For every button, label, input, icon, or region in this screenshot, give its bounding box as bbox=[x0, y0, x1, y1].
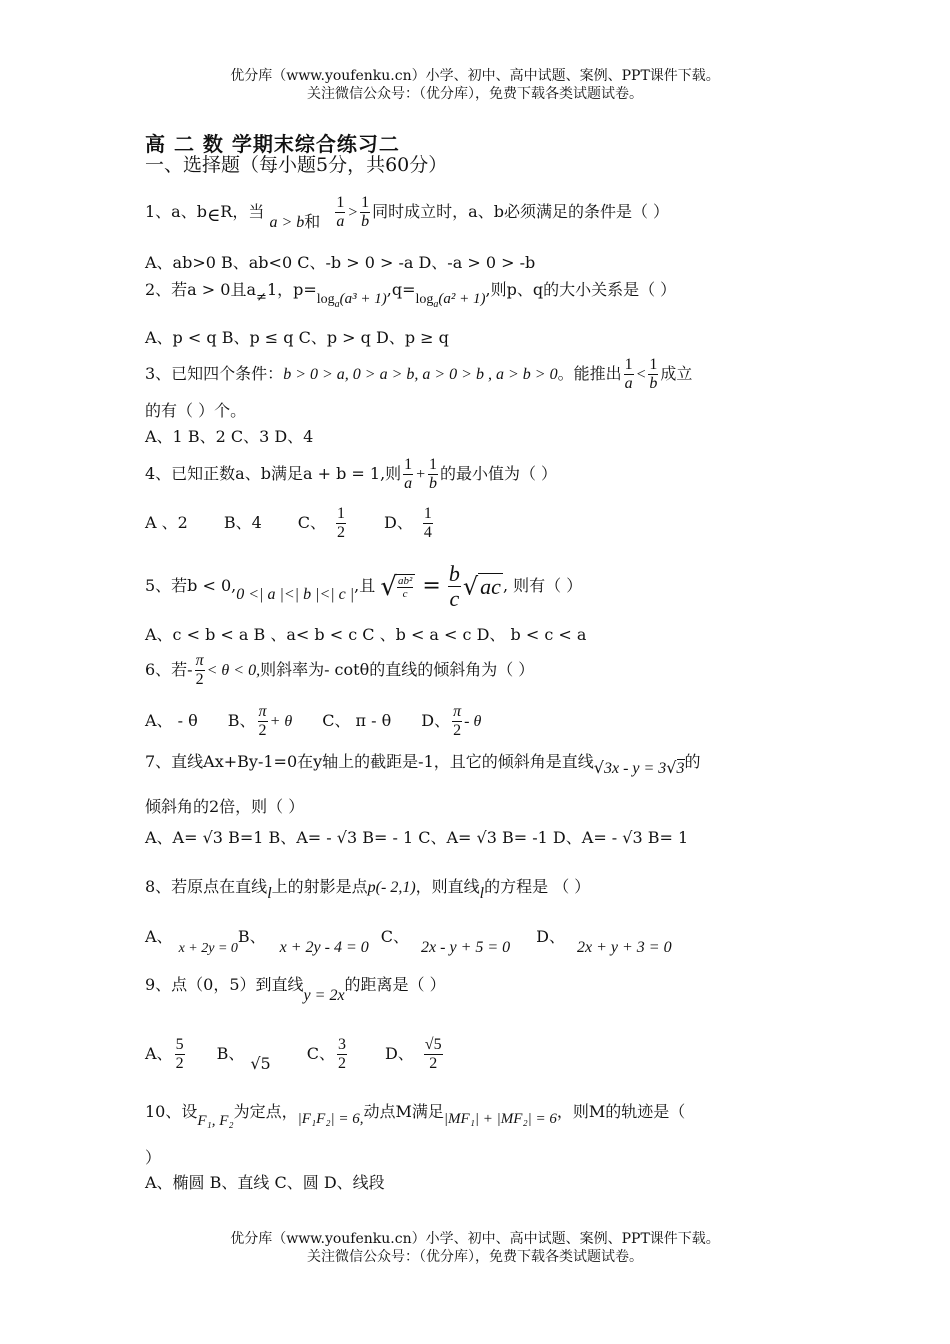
q5-options: A、c < b < a B 、a< b < c C 、b < a < c D、 b < c < a bbox=[145, 625, 587, 644]
q7-stem: 7、直线Ax+By-1=0在y轴上的截距是-1，且它的倾斜角是直线√3x - y = 3√3的 bbox=[145, 752, 701, 777]
header-line-2: 关注微信公众号：（优分库），免费下载各类试题试卷。 bbox=[307, 86, 643, 102]
q6-stem: 6、若- $\frac{\pi}{2}$ < θ < 0,则斜率为- cotθ的直线的倾斜角为（ ） bbox=[145, 652, 535, 688]
footer-line-2: 关注微信公众号：（优分库），免费下载各类试题试卷。 bbox=[307, 1249, 643, 1265]
header-line-1: 优分库（www.youfenku.cn）小学、初中、高中试题、案例、PPT课件下载。 bbox=[230, 68, 720, 84]
section-heading: 一、选择题（每小题5分，共60分） bbox=[145, 154, 448, 176]
page-title: 高 二 数 学期末综合练习二 bbox=[145, 132, 400, 156]
q8-options: A、x + 2y = 0B、x + 2y - 4 = 0C、2x - y + 5 = 0D、2x + y + 3 = 0 bbox=[145, 927, 672, 956]
q2-stem: 2、若a > 0且$a_\ne 1$，$p=\log_a(a^3 + 1),q=\log_a(a^2 + 1)$,则p、q的大小关系是（ ） bbox=[145, 280, 677, 310]
q1-options: A、ab>0 B、ab<0 C、-b > 0 > -a D、-a > 0 > -b bbox=[145, 253, 536, 272]
q3-stem-cont: 的有（ ）个。 bbox=[145, 401, 247, 420]
q7-options: A、A= √3 B=1 B、A= - √3 B= - 1 C、A= √3 B= -1 D、A= - √3 B= 1 bbox=[145, 828, 689, 847]
q10-options: A、椭圆 B、直线 C、圆 D、线段 bbox=[145, 1173, 385, 1192]
q9-stem: 9、点（0，5）到直线y = 2x的距离是（ ） bbox=[145, 975, 446, 1004]
q1-cond: a > b bbox=[269, 214, 305, 231]
q7-stem-cont: 倾斜角的2倍，则（ ） bbox=[145, 797, 305, 816]
q4-stem: 4、已知正数a、b满足a + b = 1,则 $\frac{1}{a}$ + $\frac{1}{b}$ 的最小值为（ ） bbox=[145, 456, 558, 492]
q3-options: A、1 B、2 C、3 D、4 bbox=[145, 427, 314, 446]
q4-options: A 、2 B、4 C、 $\frac{1}{2}$ D、 $\frac{1}{4}$ bbox=[145, 505, 432, 541]
q6-options: A、 - θ B、 $\frac{\pi}{2}$ + θ C、 π - θ D、 $\frac{\pi}{2}$ - θ bbox=[145, 703, 482, 739]
q2-options: A、p < q B、p ≤ q C、p > q D、p ≥ q bbox=[145, 328, 449, 347]
q1-stem: 1、a、b∈R，当 a > b和 $\frac{1}{a}$ > $\frac{1}{b}$ 同时成立时，a、b必须满足的条件是（ ） bbox=[145, 194, 670, 231]
q10-stem-cont: ） bbox=[145, 1148, 162, 1167]
q9-options: A、 $\frac{5}{2}$ B、√5C、 $\frac{3}{2}$ D、 $\frac{√5}{2}$ bbox=[145, 1036, 442, 1073]
q3-stem: 3、已知四个条件：b > 0 > a, 0 > a > b, a > 0 > b , a > b > 0。能推出 $\frac{1}{a}$ < $\frac{1}{b}$ 成立 bbox=[145, 356, 693, 392]
q5-stem: 5、若b < 0,0 <| a |<| b |<| c |,且 √ $\frac{\text{ab²}}{c}$ = $\frac{b}{c}$ √ac , 则有（ ） bbox=[145, 561, 583, 611]
footer-line-1: 优分库（www.youfenku.cn）小学、初中、高中试题、案例、PPT课件下载。 bbox=[230, 1231, 720, 1247]
q10-stem: 10、设F₁, F₂为定点，|F₁F₂| = 6,动点M满足|MF₁| + |MF₂| = 6，则M的轨迹是（ bbox=[145, 1102, 686, 1129]
q8-stem: 8、若原点在直线l上的射影是点p(- 2,1)，则直线l的方程是 （ ） bbox=[145, 877, 591, 902]
